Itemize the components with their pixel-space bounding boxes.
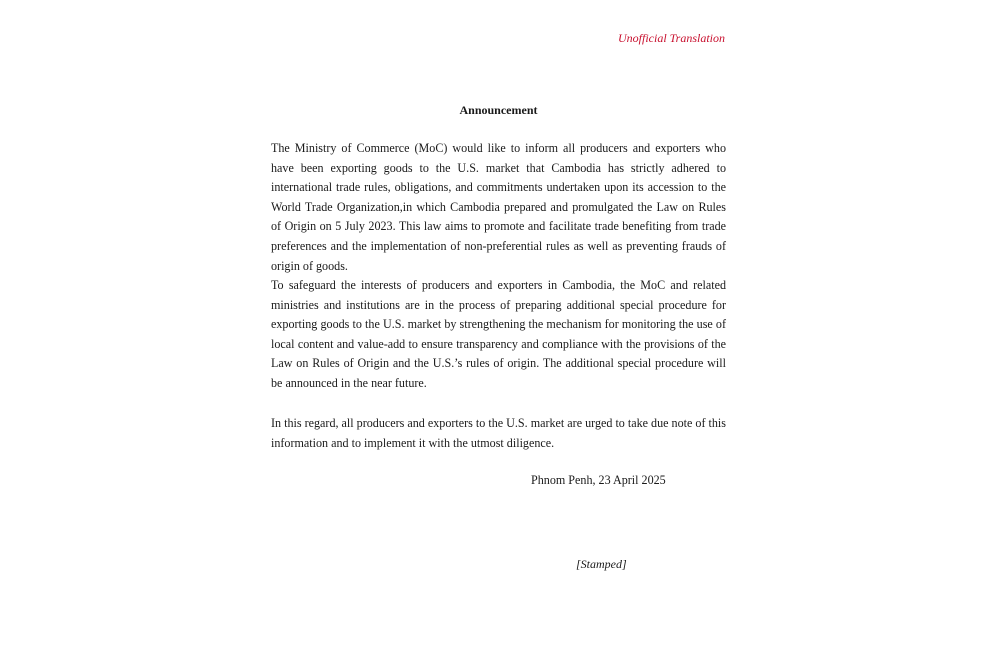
paragraph-intro: The Ministry of Commerce (MoC) would like to inform all producers and exporters who have been exporting goods to the U.S. market that Cambodia has strictly adhered to international trade rules, obligations, and commitments undertaken upon its accession to the World Trade Organization,in which Cambodia prepared and promulgated the Law on Rules of Origin on 5 July 2023. This law aims to promote and facilitate trade benefiting from trade preferences and the implementation of non-preferential rules as well as preventing frauds of origin of goods. <box>271 141 726 273</box>
stamp-note: [Stamped] <box>576 557 627 571</box>
paragraph-regard: In this regard, all producers and exporters to the U.S. market are urged to take due note of this information and to implement it with the utmost diligence. <box>271 416 726 450</box>
document-title: Announcement <box>459 103 538 117</box>
place-and-date: Phnom Penh, 23 April 2025 <box>531 473 666 487</box>
unofficial-translation-note: Unofficial Translation <box>617 31 725 45</box>
paragraph-safeguard: To safeguard the interests of producers and exporters in Cambodia, the MoC and related ministries and institutions are in the process of preparing additional special procedure for exporting goods to the U.S. market by strengthening the mechanism for monitoring the use of local content and value-add to ensure transparency and compliance with the provisions of the Law on Rules of Origin and the U.S.’s rules of origin. The additional special procedure will be announced in the near future. <box>271 278 726 390</box>
